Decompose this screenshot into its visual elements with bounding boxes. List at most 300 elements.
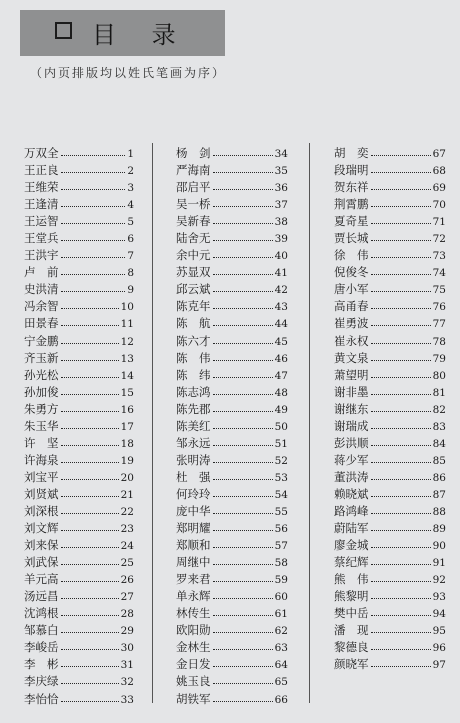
entry-page-number: 79 — [432, 352, 446, 365]
entry-name: 彭洪顺 — [334, 435, 369, 450]
toc-entry[interactable] — [334, 486, 446, 503]
toc-entry[interactable] — [176, 298, 288, 315]
toc-entry[interactable] — [176, 554, 288, 571]
toc-entry[interactable] — [334, 367, 446, 384]
entry-name: 陈六才 — [176, 333, 211, 348]
toc-entry[interactable] — [24, 571, 134, 588]
toc-entry[interactable] — [24, 281, 134, 298]
entry-name: 王洪宇 — [24, 248, 59, 263]
toc-entry[interactable] — [176, 588, 288, 605]
entry-page-number: 41 — [274, 267, 288, 280]
toc-entry[interactable] — [176, 384, 288, 401]
entry-page-number: 60 — [274, 591, 288, 604]
entry-page-number: 37 — [274, 199, 288, 212]
entry-name: 林传生 — [176, 606, 211, 621]
toc-entry[interactable] — [176, 196, 288, 213]
toc-entry[interactable] — [24, 622, 134, 639]
dot-leader — [213, 223, 273, 224]
toc-entry[interactable] — [176, 537, 288, 554]
entry-page-number: 68 — [432, 165, 446, 178]
toc-entry[interactable] — [334, 333, 446, 350]
entry-page-number: 76 — [432, 301, 446, 314]
entry-name: 陈美红 — [176, 418, 211, 433]
dot-leader — [371, 462, 431, 463]
entry-page-number: 7 — [127, 250, 134, 263]
toc-entry[interactable] — [24, 213, 134, 230]
entry-name: 潘 现 — [334, 623, 369, 638]
entry-page-number: 44 — [274, 318, 288, 331]
toc-entry[interactable] — [24, 605, 134, 622]
toc-entry[interactable] — [334, 656, 446, 673]
dot-leader — [61, 240, 126, 241]
toc-entry[interactable] — [24, 145, 134, 162]
entry-name: 谢非墨 — [334, 384, 369, 399]
entry-page-number: 77 — [432, 318, 446, 331]
dot-leader — [213, 411, 273, 412]
dot-leader — [371, 377, 431, 378]
entry-name: 刘宝平 — [24, 469, 59, 484]
dot-leader — [371, 189, 431, 190]
entry-page-number: 14 — [120, 369, 134, 382]
toc-entry[interactable] — [176, 469, 288, 486]
toc-entry[interactable] — [24, 230, 134, 247]
toc-column-1 — [24, 145, 134, 708]
toc-entry[interactable] — [24, 298, 134, 315]
toc-entry[interactable] — [334, 554, 446, 571]
toc-entry[interactable] — [334, 605, 446, 622]
dot-leader — [371, 428, 431, 429]
dot-leader — [213, 632, 273, 633]
checkbox-square-icon — [55, 22, 72, 39]
toc-entry[interactable] — [176, 350, 288, 367]
toc-entry[interactable] — [24, 469, 134, 486]
toc-entry[interactable] — [334, 537, 446, 554]
dot-leader — [61, 308, 119, 309]
entry-name: 余中元 — [176, 248, 211, 263]
entry-name: 李怡恰 — [24, 691, 59, 706]
dot-leader — [213, 172, 273, 173]
toc-entry[interactable] — [176, 622, 288, 639]
toc-entry[interactable] — [176, 452, 288, 469]
entry-name: 廖金城 — [334, 538, 369, 553]
entry-page-number: 87 — [432, 488, 446, 501]
toc-entry[interactable] — [176, 230, 288, 247]
toc-entry[interactable] — [176, 656, 288, 673]
entry-page-number: 64 — [274, 659, 288, 672]
entry-name: 卢 前 — [24, 265, 59, 280]
dot-leader — [371, 274, 431, 275]
toc-entry[interactable] — [24, 350, 134, 367]
toc-entry[interactable] — [176, 281, 288, 298]
entry-name: 王逢清 — [24, 197, 59, 212]
entry-name: 路鸿峰 — [334, 503, 369, 518]
entry-name: 荆霄鹏 — [334, 197, 369, 212]
dot-leader — [371, 257, 431, 258]
entry-name: 羊元高 — [24, 572, 59, 587]
toc-entry[interactable] — [24, 264, 134, 281]
entry-name: 单永辉 — [176, 589, 211, 604]
entry-page-number: 29 — [120, 625, 134, 638]
toc-entry[interactable] — [176, 401, 288, 418]
entry-page-number: 58 — [274, 557, 288, 570]
toc-entry[interactable] — [176, 691, 288, 708]
dot-leader — [213, 445, 273, 446]
dot-leader — [213, 530, 273, 531]
toc-entry[interactable] — [334, 179, 446, 196]
dot-leader — [61, 479, 119, 480]
toc-entry[interactable] — [24, 418, 134, 435]
entry-page-number: 62 — [274, 625, 288, 638]
toc-entry[interactable] — [24, 520, 134, 537]
entry-name: 邹慕白 — [24, 623, 59, 638]
entry-page-number: 19 — [120, 454, 134, 467]
toc-entry[interactable] — [334, 401, 446, 418]
dot-leader — [61, 325, 119, 326]
entry-name: 董洪涛 — [334, 469, 369, 484]
entry-name: 谢瑞成 — [334, 418, 369, 433]
entry-name: 吴一桥 — [176, 197, 211, 212]
dot-leader — [61, 462, 119, 463]
entry-name: 黄文泉 — [334, 350, 369, 365]
dot-leader — [213, 274, 273, 275]
dot-leader — [61, 598, 119, 599]
entry-name: 徐 伟 — [334, 248, 369, 263]
dot-leader — [371, 496, 431, 497]
entry-name: 贾长城 — [334, 231, 369, 246]
entry-name: 朱勇方 — [24, 401, 59, 416]
entry-name: 苏显双 — [176, 265, 211, 280]
dot-leader — [61, 649, 119, 650]
entry-name: 蔚陆军 — [334, 521, 369, 536]
entry-name: 王堂兵 — [24, 231, 59, 246]
dot-leader — [213, 479, 273, 480]
entry-name: 胡 奕 — [334, 146, 369, 160]
entry-page-number: 61 — [274, 608, 288, 621]
toc-entry[interactable] — [176, 435, 288, 452]
entry-name: 陈 伟 — [176, 350, 211, 365]
dot-leader — [213, 547, 273, 548]
dot-leader — [213, 581, 273, 582]
toc-entry[interactable] — [334, 264, 446, 281]
dot-leader — [213, 206, 273, 207]
entry-page-number: 65 — [274, 676, 288, 689]
entry-name: 万双全 — [24, 146, 59, 160]
entry-name: 邵启平 — [176, 180, 211, 195]
dot-leader — [213, 377, 273, 378]
entry-page-number: 83 — [432, 420, 446, 433]
entry-name: 杜 强 — [176, 469, 211, 484]
toc-entry[interactable] — [334, 281, 446, 298]
toc-entry[interactable] — [334, 571, 446, 588]
entry-page-number: 22 — [120, 505, 134, 518]
entry-name: 李庆绿 — [24, 674, 59, 689]
entry-page-number: 21 — [120, 488, 134, 501]
dot-leader — [371, 445, 431, 446]
entry-name: 姚玉良 — [176, 674, 211, 689]
entry-page-number: 80 — [432, 369, 446, 382]
dot-leader — [371, 206, 431, 207]
dot-leader — [371, 411, 431, 412]
toc-entry[interactable] — [24, 639, 134, 656]
dot-leader — [61, 701, 119, 702]
entry-page-number: 25 — [120, 557, 134, 570]
entry-page-number: 23 — [120, 523, 134, 536]
toc-entry[interactable] — [24, 247, 134, 264]
dot-leader — [371, 615, 431, 616]
entry-name: 吴新春 — [176, 214, 211, 229]
dot-leader — [213, 496, 273, 497]
toc-entry[interactable] — [24, 503, 134, 520]
entry-page-number: 49 — [274, 403, 288, 416]
toc-column-3 — [334, 145, 446, 673]
entry-name: 杨 剑 — [176, 146, 211, 160]
toc-entry[interactable] — [24, 162, 134, 179]
toc-entry[interactable] — [334, 469, 446, 486]
dot-leader — [213, 701, 273, 702]
dot-leader — [61, 172, 126, 173]
toc-entry[interactable] — [24, 554, 134, 571]
entry-name: 黎德良 — [334, 640, 369, 655]
entry-page-number: 12 — [120, 335, 134, 348]
entry-page-number: 71 — [432, 216, 446, 229]
toc-entry[interactable] — [176, 418, 288, 435]
entry-name: 夏奇星 — [334, 214, 369, 229]
dot-leader — [213, 291, 273, 292]
entry-page-number: 96 — [432, 642, 446, 655]
toc-entry[interactable] — [176, 673, 288, 690]
toc-entry[interactable] — [334, 452, 446, 469]
dot-leader — [371, 360, 431, 361]
toc-entry[interactable] — [24, 333, 134, 350]
dot-leader — [371, 632, 431, 633]
entry-page-number: 53 — [274, 471, 288, 484]
toc-entry[interactable] — [24, 315, 134, 332]
toc-entry[interactable] — [24, 486, 134, 503]
toc-entry[interactable] — [334, 384, 446, 401]
entry-name: 陆舍无 — [176, 231, 211, 246]
dot-leader — [371, 547, 431, 548]
dot-leader — [371, 172, 431, 173]
dot-leader — [213, 615, 273, 616]
entry-name: 陈克年 — [176, 299, 211, 314]
dot-leader — [61, 189, 126, 190]
toc-entry[interactable] — [334, 350, 446, 367]
toc-entry[interactable] — [24, 537, 134, 554]
dot-leader — [371, 325, 431, 326]
dot-leader — [61, 411, 119, 412]
entry-page-number: 81 — [432, 386, 446, 399]
toc-entry[interactable] — [176, 639, 288, 656]
entry-name: 史洪清 — [24, 282, 59, 297]
entry-name: 赖晓斌 — [334, 486, 369, 501]
dot-leader — [61, 683, 119, 684]
dot-leader — [213, 360, 273, 361]
entry-page-number: 38 — [274, 216, 288, 229]
toc-entry[interactable] — [334, 298, 446, 315]
toc-entry[interactable] — [176, 162, 288, 179]
dot-leader — [371, 666, 431, 667]
toc-entry[interactable] — [334, 503, 446, 520]
toc-entry[interactable] — [334, 435, 446, 452]
dot-leader — [213, 394, 273, 395]
entry-name: 陈志鸿 — [176, 384, 211, 399]
dot-leader — [61, 513, 119, 514]
toc-entry[interactable] — [176, 571, 288, 588]
dot-leader — [61, 257, 126, 258]
entry-page-number: 47 — [274, 369, 288, 382]
entry-page-number: 92 — [432, 574, 446, 587]
entry-page-number: 32 — [120, 676, 134, 689]
entry-page-number: 8 — [127, 267, 134, 280]
toc-entry[interactable] — [334, 418, 446, 435]
entry-page-number: 35 — [274, 165, 288, 178]
dot-leader — [371, 308, 431, 309]
entry-page-number: 90 — [432, 540, 446, 553]
dot-leader — [213, 257, 273, 258]
entry-name: 金日发 — [176, 657, 211, 672]
entry-page-number: 13 — [120, 352, 134, 365]
toc-entry[interactable] — [24, 179, 134, 196]
toc-entry[interactable] — [24, 588, 134, 605]
entry-page-number: 18 — [120, 437, 134, 450]
toc-entry[interactable] — [334, 145, 446, 162]
entry-page-number: 86 — [432, 471, 446, 484]
entry-name: 金林生 — [176, 640, 211, 655]
entry-name: 严海南 — [176, 163, 211, 178]
toc-entry[interactable] — [24, 656, 134, 673]
toc-entry[interactable] — [24, 435, 134, 452]
toc-entry[interactable] — [334, 247, 446, 264]
entry-name: 欧阳勋 — [176, 623, 211, 638]
entry-name: 崔永权 — [334, 333, 369, 348]
dot-leader — [213, 513, 273, 514]
entry-name: 李峻岳 — [24, 640, 59, 655]
entry-page-number: 11 — [120, 318, 134, 331]
toc-entry[interactable] — [176, 315, 288, 332]
entry-page-number: 66 — [274, 693, 288, 706]
entry-page-number: 45 — [274, 335, 288, 348]
entry-name: 陈先郡 — [176, 401, 211, 416]
dot-leader — [213, 308, 273, 309]
entry-page-number: 34 — [274, 148, 288, 160]
dot-leader — [213, 428, 273, 429]
entry-name: 宁金鹏 — [24, 333, 59, 348]
entry-page-number: 57 — [274, 540, 288, 553]
toc-entry[interactable] — [176, 486, 288, 503]
toc-entry[interactable] — [334, 315, 446, 332]
entry-page-number: 17 — [120, 420, 134, 433]
dot-leader — [371, 155, 431, 156]
entry-name: 沈鸿根 — [24, 606, 59, 621]
entry-name: 孙光松 — [24, 367, 59, 382]
toc-entry[interactable] — [176, 333, 288, 350]
dot-leader — [213, 462, 273, 463]
toc-entry[interactable] — [24, 452, 134, 469]
entry-page-number: 72 — [432, 233, 446, 246]
entry-page-number: 48 — [274, 386, 288, 399]
toc-entry[interactable] — [334, 230, 446, 247]
toc-entry[interactable] — [334, 639, 446, 656]
toc-entry[interactable] — [176, 264, 288, 281]
entry-page-number: 54 — [274, 488, 288, 501]
entry-name: 贺东祥 — [334, 180, 369, 195]
entry-name: 萧望明 — [334, 367, 369, 382]
entry-name: 谢继东 — [334, 401, 369, 416]
entry-page-number: 69 — [432, 182, 446, 195]
entry-page-number: 75 — [432, 284, 446, 297]
dot-leader — [61, 496, 119, 497]
entry-page-number: 97 — [432, 659, 446, 672]
dot-leader — [371, 564, 431, 565]
dot-leader — [213, 666, 273, 667]
entry-name: 汤远昌 — [24, 589, 59, 604]
toc-entry[interactable] — [334, 588, 446, 605]
entry-page-number: 52 — [274, 454, 288, 467]
entry-name: 王维荣 — [24, 180, 59, 195]
entry-name: 邹永远 — [176, 435, 211, 450]
toc-entry[interactable] — [176, 179, 288, 196]
toc-entry[interactable] — [24, 673, 134, 690]
entry-page-number: 3 — [127, 182, 134, 195]
dot-leader — [61, 360, 119, 361]
toc-entry[interactable] — [176, 367, 288, 384]
entry-page-number: 31 — [120, 659, 134, 672]
entry-name: 庞中华 — [176, 503, 211, 518]
entry-name: 郑顺和 — [176, 538, 211, 553]
toc-entry[interactable] — [334, 196, 446, 213]
entry-name: 齐玉新 — [24, 350, 59, 365]
entry-name: 刘文辉 — [24, 521, 59, 536]
entry-name: 蔡纪辉 — [334, 555, 369, 570]
dot-leader — [61, 445, 119, 446]
entry-name: 何玲玲 — [176, 486, 211, 501]
toc-entry[interactable] — [24, 367, 134, 384]
entry-page-number: 74 — [432, 267, 446, 280]
toc-entry[interactable] — [24, 384, 134, 401]
entry-name: 张明涛 — [176, 452, 211, 467]
toc-entry[interactable] — [176, 145, 288, 162]
entry-page-number: 43 — [274, 301, 288, 314]
dot-leader — [61, 581, 119, 582]
entry-page-number: 95 — [432, 625, 446, 638]
toc-entry[interactable] — [176, 605, 288, 622]
toc-entry[interactable] — [334, 213, 446, 230]
entry-page-number: 84 — [432, 437, 446, 450]
entry-page-number: 89 — [432, 523, 446, 536]
entry-name: 胡铁军 — [176, 691, 211, 706]
dot-leader — [61, 666, 119, 667]
dot-leader — [61, 530, 119, 531]
entry-name: 罗来君 — [176, 572, 211, 587]
toc-entry[interactable] — [176, 503, 288, 520]
toc-entry[interactable] — [24, 401, 134, 418]
toc-entry[interactable] — [176, 247, 288, 264]
toc-entry[interactable] — [334, 622, 446, 639]
entry-name: 倪俊冬 — [334, 265, 369, 280]
toc-entry[interactable] — [334, 520, 446, 537]
dot-leader — [61, 274, 126, 275]
toc-entry[interactable] — [334, 162, 446, 179]
toc-entry[interactable] — [24, 196, 134, 213]
dot-leader — [213, 325, 273, 326]
entry-page-number: 5 — [127, 216, 134, 229]
column-divider — [309, 143, 310, 703]
toc-entry[interactable] — [176, 213, 288, 230]
entry-name: 田景春 — [24, 316, 59, 331]
entry-name: 周继中 — [176, 555, 211, 570]
toc-entry[interactable] — [176, 520, 288, 537]
toc-entry[interactable] — [24, 691, 134, 708]
